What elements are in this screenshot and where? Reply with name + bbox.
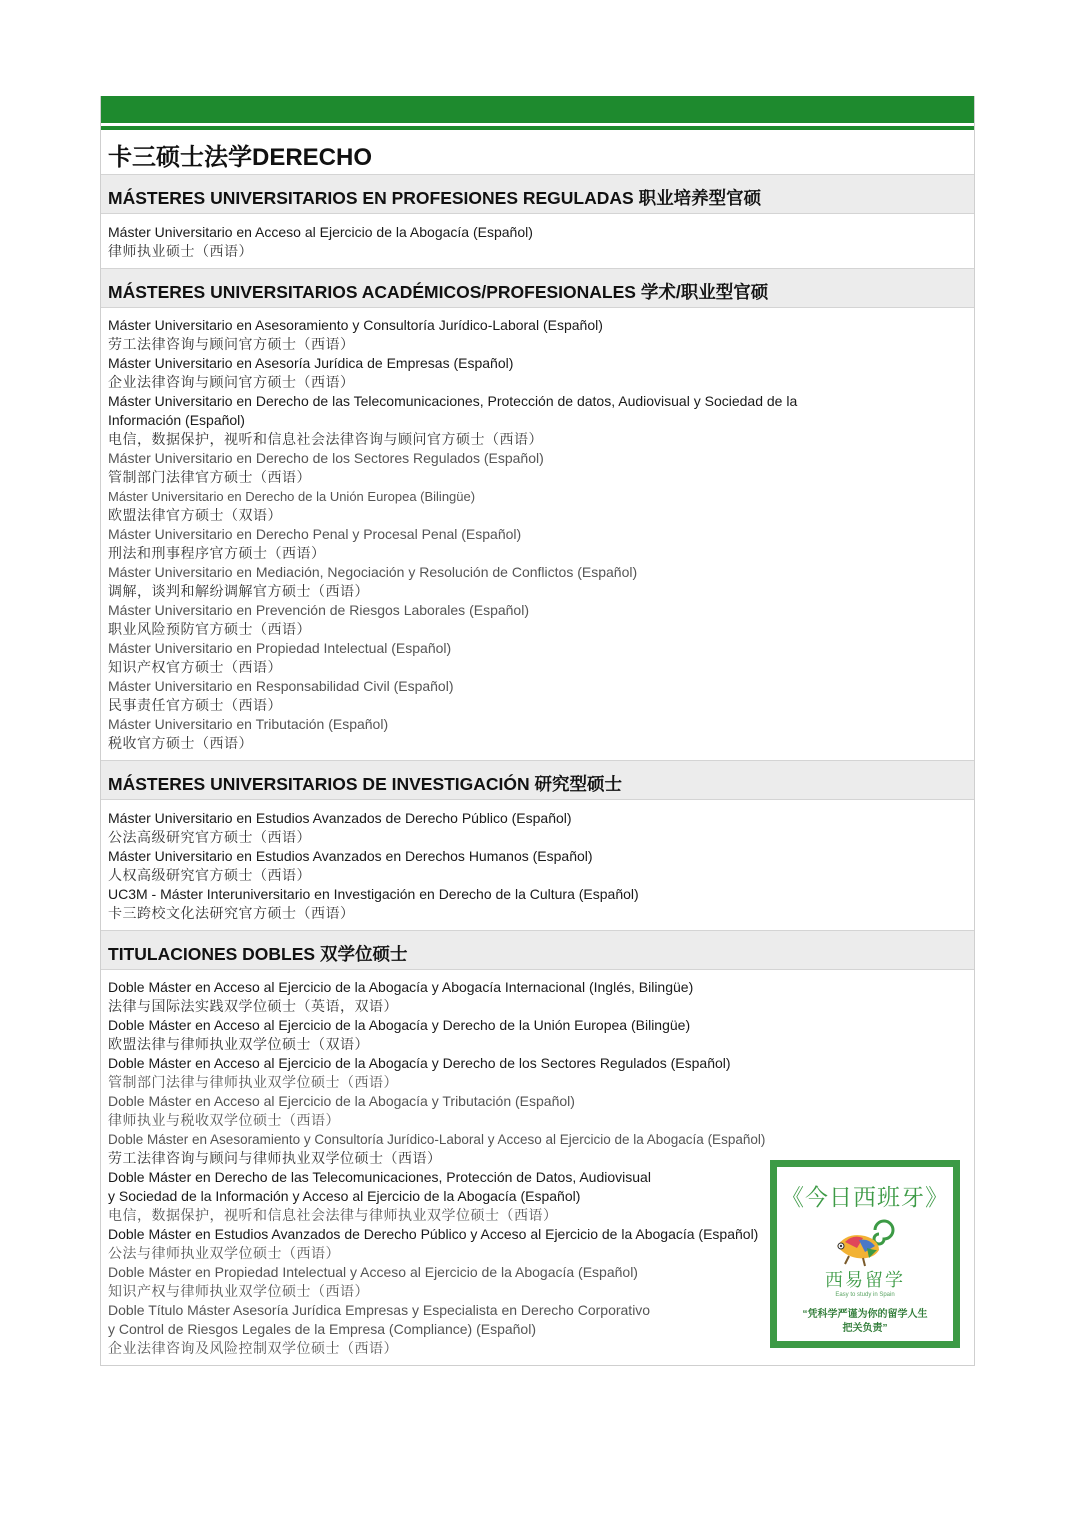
chameleon-logo-icon — [815, 1216, 915, 1268]
program-line-zh: 律师执业硕士（西语） — [108, 243, 253, 259]
program-line-zh: 管制部门法律官方硕士（西语） — [108, 469, 311, 485]
stamp-slogan — [777, 1308, 953, 1336]
section-heading: MÁSTERES UNIVERSITARIOS ACADÉMICOS/PROFESIONALES 学术/职业型官硕 — [101, 268, 974, 308]
program-line: Doble Máster en Acceso al Ejercicio de la Abogacía y Abogacía Internacional (Inglés, Bilingüe) — [108, 979, 694, 995]
program-line: Máster Universitario en Mediación, Negociación y Resolución de Conflictos (Español) — [108, 564, 638, 580]
program-line-zh: 劳工法律咨询与顾问与律师执业双学位硕士（西语） — [108, 1150, 442, 1166]
program-line-zh: 电信，数据保护，视听和信息社会法律与律师执业双学位硕士（西语） — [108, 1207, 558, 1223]
program-line: Máster Universitario en Derecho de los Sectores Regulados (Español) — [108, 450, 544, 466]
program-line: Máster Universitario en Derecho de la Unión Europea (Bilingüe) — [108, 489, 476, 504]
program-line: Doble Máster en Acceso al Ejercicio de la Abogacía y Derecho de la Unión Europea (Bilingüe) — [108, 1017, 691, 1033]
program-line-zh: 企业法律咨询与顾问官方硕士（西语） — [108, 374, 355, 390]
section-academic — [101, 268, 974, 760]
program-line-zh: 职业风险预防官方硕士（西语） — [108, 621, 311, 637]
program-line: Información (Español) — [108, 412, 245, 428]
program-line-zh: 调解，谈判和解纷调解官方硕士（西语） — [108, 583, 369, 599]
program-line-zh: 法律与国际法实践双学位硕士（英语，双语） — [108, 998, 398, 1014]
program-line-zh: 税收官方硕士（西语） — [108, 735, 253, 751]
section-list — [101, 214, 974, 268]
section-regulated — [101, 174, 974, 268]
program-line: Doble Máster en Acceso al Ejercicio de la Abogacía y Tributación (Español) — [108, 1093, 575, 1109]
program-line: Doble Máster en Propiedad Intelectual y Acceso al Ejercicio de la Abogacía (Español) — [108, 1264, 638, 1280]
section-heading: TITULACIONES DOBLES 双学位硕士 — [101, 930, 974, 970]
program-line: Máster Universitario en Acceso al Ejercicio de la Abogacía (Español) — [108, 224, 533, 240]
program-line: Doble Máster en Asesoramiento y Consultoría Jurídico-Laboral y Acceso al Ejercicio de la Abogacía (Español) — [108, 1132, 766, 1147]
brand-stamp — [770, 1160, 960, 1348]
program-line: Máster Universitario en Propiedad Intelectual (Español) — [108, 640, 452, 656]
program-line-zh: 企业法律咨询及风险控制双学位硕士（西语） — [108, 1340, 398, 1356]
stamp-tagline: Easy to study in Spain — [835, 1292, 895, 1298]
stamp-brand: 西易留学 — [825, 1270, 905, 1290]
program-line-zh: 刑法和刑事程序官方硕士（西语） — [108, 545, 326, 561]
program-line-zh: 知识产权与律师执业双学位硕士（西语） — [108, 1283, 369, 1299]
program-line: Máster Universitario en Estudios Avanzados de Derecho Público (Español) — [108, 810, 572, 826]
program-line-zh: 劳工法律咨询与顾问官方硕士（西语） — [108, 336, 355, 352]
program-line: Doble Título Máster Asesoría Jurídica Empresas y Especialista en Derecho Corporativo — [108, 1302, 651, 1318]
program-line-zh: 人权高级研究官方硕士（西语） — [108, 867, 311, 883]
program-line: y Control de Riesgos Legales de la Empresa (Compliance) (Español) — [108, 1321, 536, 1337]
program-line: Máster Universitario en Tributación (Español) — [108, 716, 389, 732]
stamp-title: 《今日西班牙》 — [781, 1184, 949, 1210]
program-line-zh: 知识产权官方硕士（西语） — [108, 659, 282, 675]
section-heading: MÁSTERES UNIVERSITARIOS EN PROFESIONES REGULADAS 职业培养型官硕 — [101, 174, 974, 214]
section-research — [101, 760, 974, 930]
program-line: Máster Universitario en Responsabilidad Civil (Español) — [108, 678, 454, 694]
program-line: Máster Universitario en Asesoramiento y Consultoría Jurídico-Laboral (Español) — [108, 317, 603, 333]
program-line: Máster Universitario en Asesoría Jurídica de Empresas (Español) — [108, 355, 514, 371]
program-line: Doble Máster en Acceso al Ejercicio de la Abogacía y Derecho de los Sectores Regulados (Español) — [108, 1055, 731, 1071]
stamp-slogan-line: 把关负责” — [842, 1323, 888, 1334]
program-line: Máster Universitario en Prevención de Riesgos Laborales (Español) — [108, 602, 529, 618]
program-line-zh: 公法与律师执业双学位硕士（西语） — [108, 1245, 340, 1261]
program-line: Doble Máster en Derecho de las Telecomunicaciones, Protección de Datos, Audiovisual — [108, 1169, 651, 1185]
program-line-zh: 欧盟法律官方硕士（双语） — [108, 507, 282, 523]
stamp-slogan-line: “凭科学严谨为你的留学人生 — [802, 1309, 928, 1320]
program-line: Máster Universitario en Derecho Penal y Procesal Penal (Español) — [108, 526, 522, 542]
program-line-zh: 公法高级研究官方硕士（西语） — [108, 829, 311, 845]
header-green-bar — [101, 96, 974, 123]
program-line: Máster Universitario en Estudios Avanzados en Derechos Humanos (Español) — [108, 848, 593, 864]
program-line: y Sociedad de la Información y Acceso al Ejercicio de la Abogacía (Español) — [108, 1188, 581, 1204]
program-line: UC3M - Máster Interuniversitario en Investigación en Derecho de la Cultura (Español) — [108, 886, 639, 902]
program-line-zh: 欧盟法律与律师执业双学位硕士（双语） — [108, 1036, 369, 1052]
section-heading: MÁSTERES UNIVERSITARIOS DE INVESTIGACIÓN 研究型硕士 — [101, 760, 974, 800]
section-list — [101, 308, 974, 760]
program-line-zh: 电信，数据保护，视听和信息社会法律咨询与顾问官方硕士（西语） — [108, 431, 543, 447]
program-line-zh: 卡三跨校文化法研究官方硕士（西语） — [108, 905, 355, 921]
program-line: Máster Universitario en Derecho de las Telecomunicaciones, Protección de datos, Audiovisual y Sociedad de la — [108, 393, 798, 409]
program-line-zh: 管制部门法律与律师执业双学位硕士（西语） — [108, 1074, 398, 1090]
program-line-zh: 律师执业与税收双学位硕士（西语） — [108, 1112, 340, 1128]
program-line: Doble Máster en Estudios Avanzados de Derecho Público y Acceso al Ejercicio de la Abogacía (Español) — [108, 1226, 759, 1242]
section-list — [101, 800, 974, 930]
program-line-zh: 民事责任官方硕士（西语） — [108, 697, 282, 713]
page-title: 卡三硕士法学DERECHO — [108, 144, 373, 171]
